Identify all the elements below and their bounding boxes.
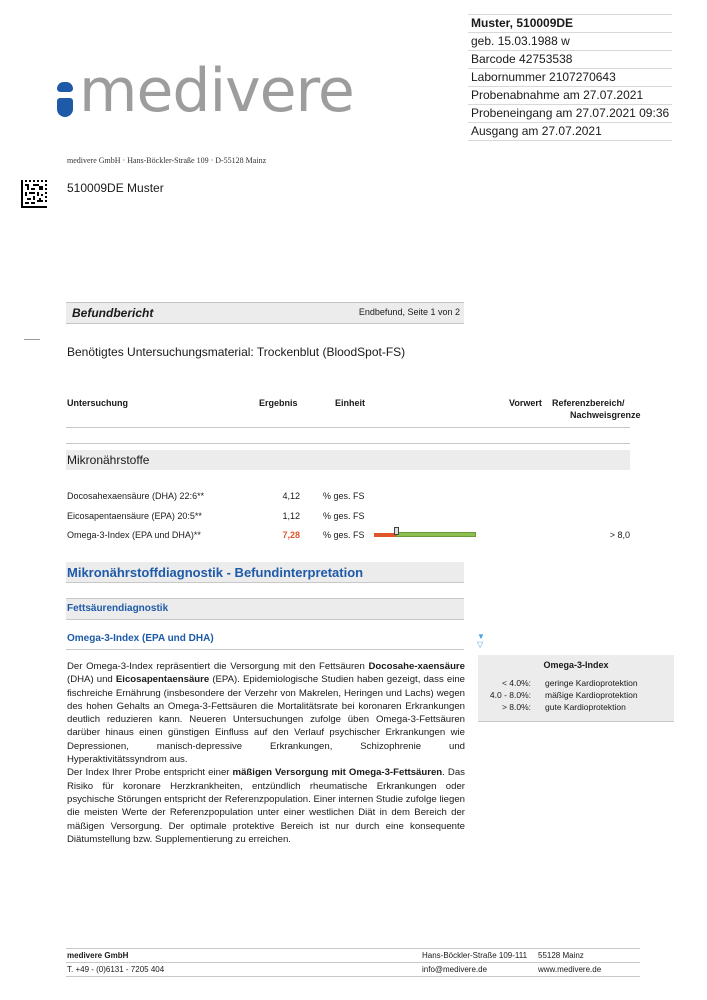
sample-material: Benötigtes Untersuchungsmaterial: Trockenblut (BloodSpot-FS) bbox=[67, 345, 406, 359]
fatty-acid-heading bbox=[66, 598, 464, 620]
gauge-marker bbox=[394, 527, 399, 535]
gauge-normal-segment bbox=[396, 532, 476, 537]
result-label-dha: Docosahexaensäure (DHA) 22:6** bbox=[67, 491, 205, 501]
footer-address: Hans-Böckler-Straße 109-111 bbox=[422, 951, 528, 960]
medivere-logo bbox=[55, 56, 385, 126]
patient-info-box bbox=[468, 14, 672, 141]
legend-description: gute Kardioprotektion bbox=[545, 702, 626, 712]
fold-mark bbox=[24, 339, 40, 340]
table-divider bbox=[66, 427, 630, 428]
result-unit-dha: % ges. FS bbox=[323, 491, 365, 501]
footer-email[interactable]: info@medivere.de bbox=[422, 965, 488, 974]
section-title: Mikronährstoffe bbox=[67, 453, 150, 467]
patient-birthdate: geb. 15.03.1988 w bbox=[468, 33, 672, 51]
result-value-omega3: 7,28 bbox=[282, 530, 300, 540]
result-unit-omega3: % ges. FS bbox=[323, 530, 365, 540]
omega3-gauge bbox=[374, 532, 476, 538]
interpretation-title: Mikronährstoffdiagnostik - Befundinterpretation bbox=[67, 565, 364, 580]
lab-number: Labornummer 2107270643 bbox=[468, 69, 672, 87]
result-reference-omega3: > 8,0 bbox=[609, 530, 630, 540]
datamatrix-code bbox=[21, 180, 47, 208]
omega3-legend bbox=[478, 655, 674, 722]
result-value-dha: 4,12 bbox=[282, 491, 300, 501]
footer-phone: T. +49 - (0)6131 - 7205 404 bbox=[67, 965, 165, 974]
interpretation-heading bbox=[66, 562, 464, 583]
gauge-low-segment bbox=[374, 533, 396, 537]
subheading-divider bbox=[66, 649, 464, 650]
sample-receipt-date: Probeneingang am 27.07.2021 09:36 bbox=[468, 105, 672, 123]
legend-title: Omega-3-Index bbox=[543, 660, 609, 670]
patient-name: Muster, 510009DE bbox=[468, 14, 672, 33]
legend-range: < 4.0%: bbox=[501, 678, 531, 688]
logo-mark bbox=[55, 82, 75, 122]
footer-company: medivere GmbH bbox=[67, 951, 129, 960]
legend-range: 4.0 - 8.0%: bbox=[489, 690, 531, 700]
table-divider bbox=[66, 443, 630, 444]
footer-divider bbox=[66, 962, 640, 963]
omega3-subheading: Omega-3-Index (EPA und DHA) bbox=[67, 633, 214, 644]
footer-website[interactable]: www.medivere.de bbox=[538, 965, 602, 974]
report-title: Befundbericht bbox=[72, 306, 154, 320]
patient-barcode: Barcode 42753538 bbox=[468, 51, 672, 69]
footer-divider bbox=[66, 976, 640, 977]
col-header-result: Ergebnis bbox=[259, 398, 298, 408]
col-header-test: Untersuchung bbox=[67, 398, 129, 408]
report-header-bar bbox=[66, 302, 464, 324]
fatty-acid-title: Fettsäurendiagnostik bbox=[67, 603, 169, 614]
paragraph-2: Der Index Ihrer Probe entspricht einer mäßigen Versorgung mit Omega-3-Fettsäuren. Das Risiko für koronare Herzkrankheiten, entzündlich rheumatische Erkrankungen oder psychische Störungen entspricht der Referenzpopulation. Einer internen Studie zufolge liegen die meisten Werte der Referenzpopulation unter einer westlichen Diät in dem Bereich der mäßigen Versorgung. Der optimale protektive Bereich ist nur durch eine konsequente Diätumstellung bzw. Supplementierung zu erreichen. bbox=[67, 767, 465, 845]
legend-description: geringe Kardioprotektion bbox=[545, 678, 638, 688]
legend-range: > 8.0%: bbox=[501, 702, 531, 712]
footer-city: 55128 Mainz bbox=[538, 951, 584, 960]
footer-divider bbox=[66, 948, 640, 949]
result-unit-epa: % ges. FS bbox=[323, 511, 365, 521]
col-header-reference: Referenzbereich/ bbox=[552, 398, 625, 408]
sender-address-line: medivere GmbH · Hans-Böckler-Straße 109 · D-55128 Mainz bbox=[67, 156, 267, 165]
logo-text: medivere bbox=[79, 56, 354, 126]
recipient-address: 510009DE Muster bbox=[67, 181, 164, 195]
section-micronutrients bbox=[66, 450, 630, 470]
col-header-detection-limit: Nachweisgrenze bbox=[570, 410, 641, 420]
issue-date: Ausgang am 27.07.2021 bbox=[468, 123, 672, 141]
report-page-info: Endbefund, Seite 1 von 2 bbox=[358, 307, 460, 317]
col-header-unit: Einheit bbox=[335, 398, 366, 408]
paragraph-1: Der Omega-3-Index repräsentiert die Versorgung mit den Fettsäuren Docosahe-xaensäure (DHA) und Eicosapentaensäure (EPA). Epidemiologische Studien haben gezeigt, dass eine fischreiche Ernährung (insbesondere der Verzehr von Makrelen, Heringen und Lachs) wegen des hohen Gehalts an Omega-3-Fettsäuren die Mortalitätsrate bei koronaren Erkrankungen deutlich reduzieren kann. Neueren Untersuchungen zufolge üben Omega-3-Fettsäuren darüber hinaus einen günstigen Einfluss auf den Verlauf psychischer Erkrankungen wie Depressionen, manisch-depressive Erkrankungen, Schizophrenie und Hyperaktivitätssyndrom aus. bbox=[67, 661, 465, 766]
col-header-previous: Vorwert bbox=[509, 398, 542, 408]
result-label-epa: Eicosapentaensäure (EPA) 20:5** bbox=[67, 511, 202, 521]
result-value-epa: 1,12 bbox=[282, 511, 300, 521]
legend-description: mäßige Kardioprotektion bbox=[545, 690, 638, 700]
chevron-down-icon: ▼ ▽ bbox=[477, 632, 485, 649]
sample-collection-date: Probenabnahme am 27.07.2021 bbox=[468, 87, 672, 105]
result-label-omega3: Omega-3-Index (EPA und DHA)** bbox=[67, 530, 201, 540]
interpretation-text bbox=[67, 660, 465, 846]
